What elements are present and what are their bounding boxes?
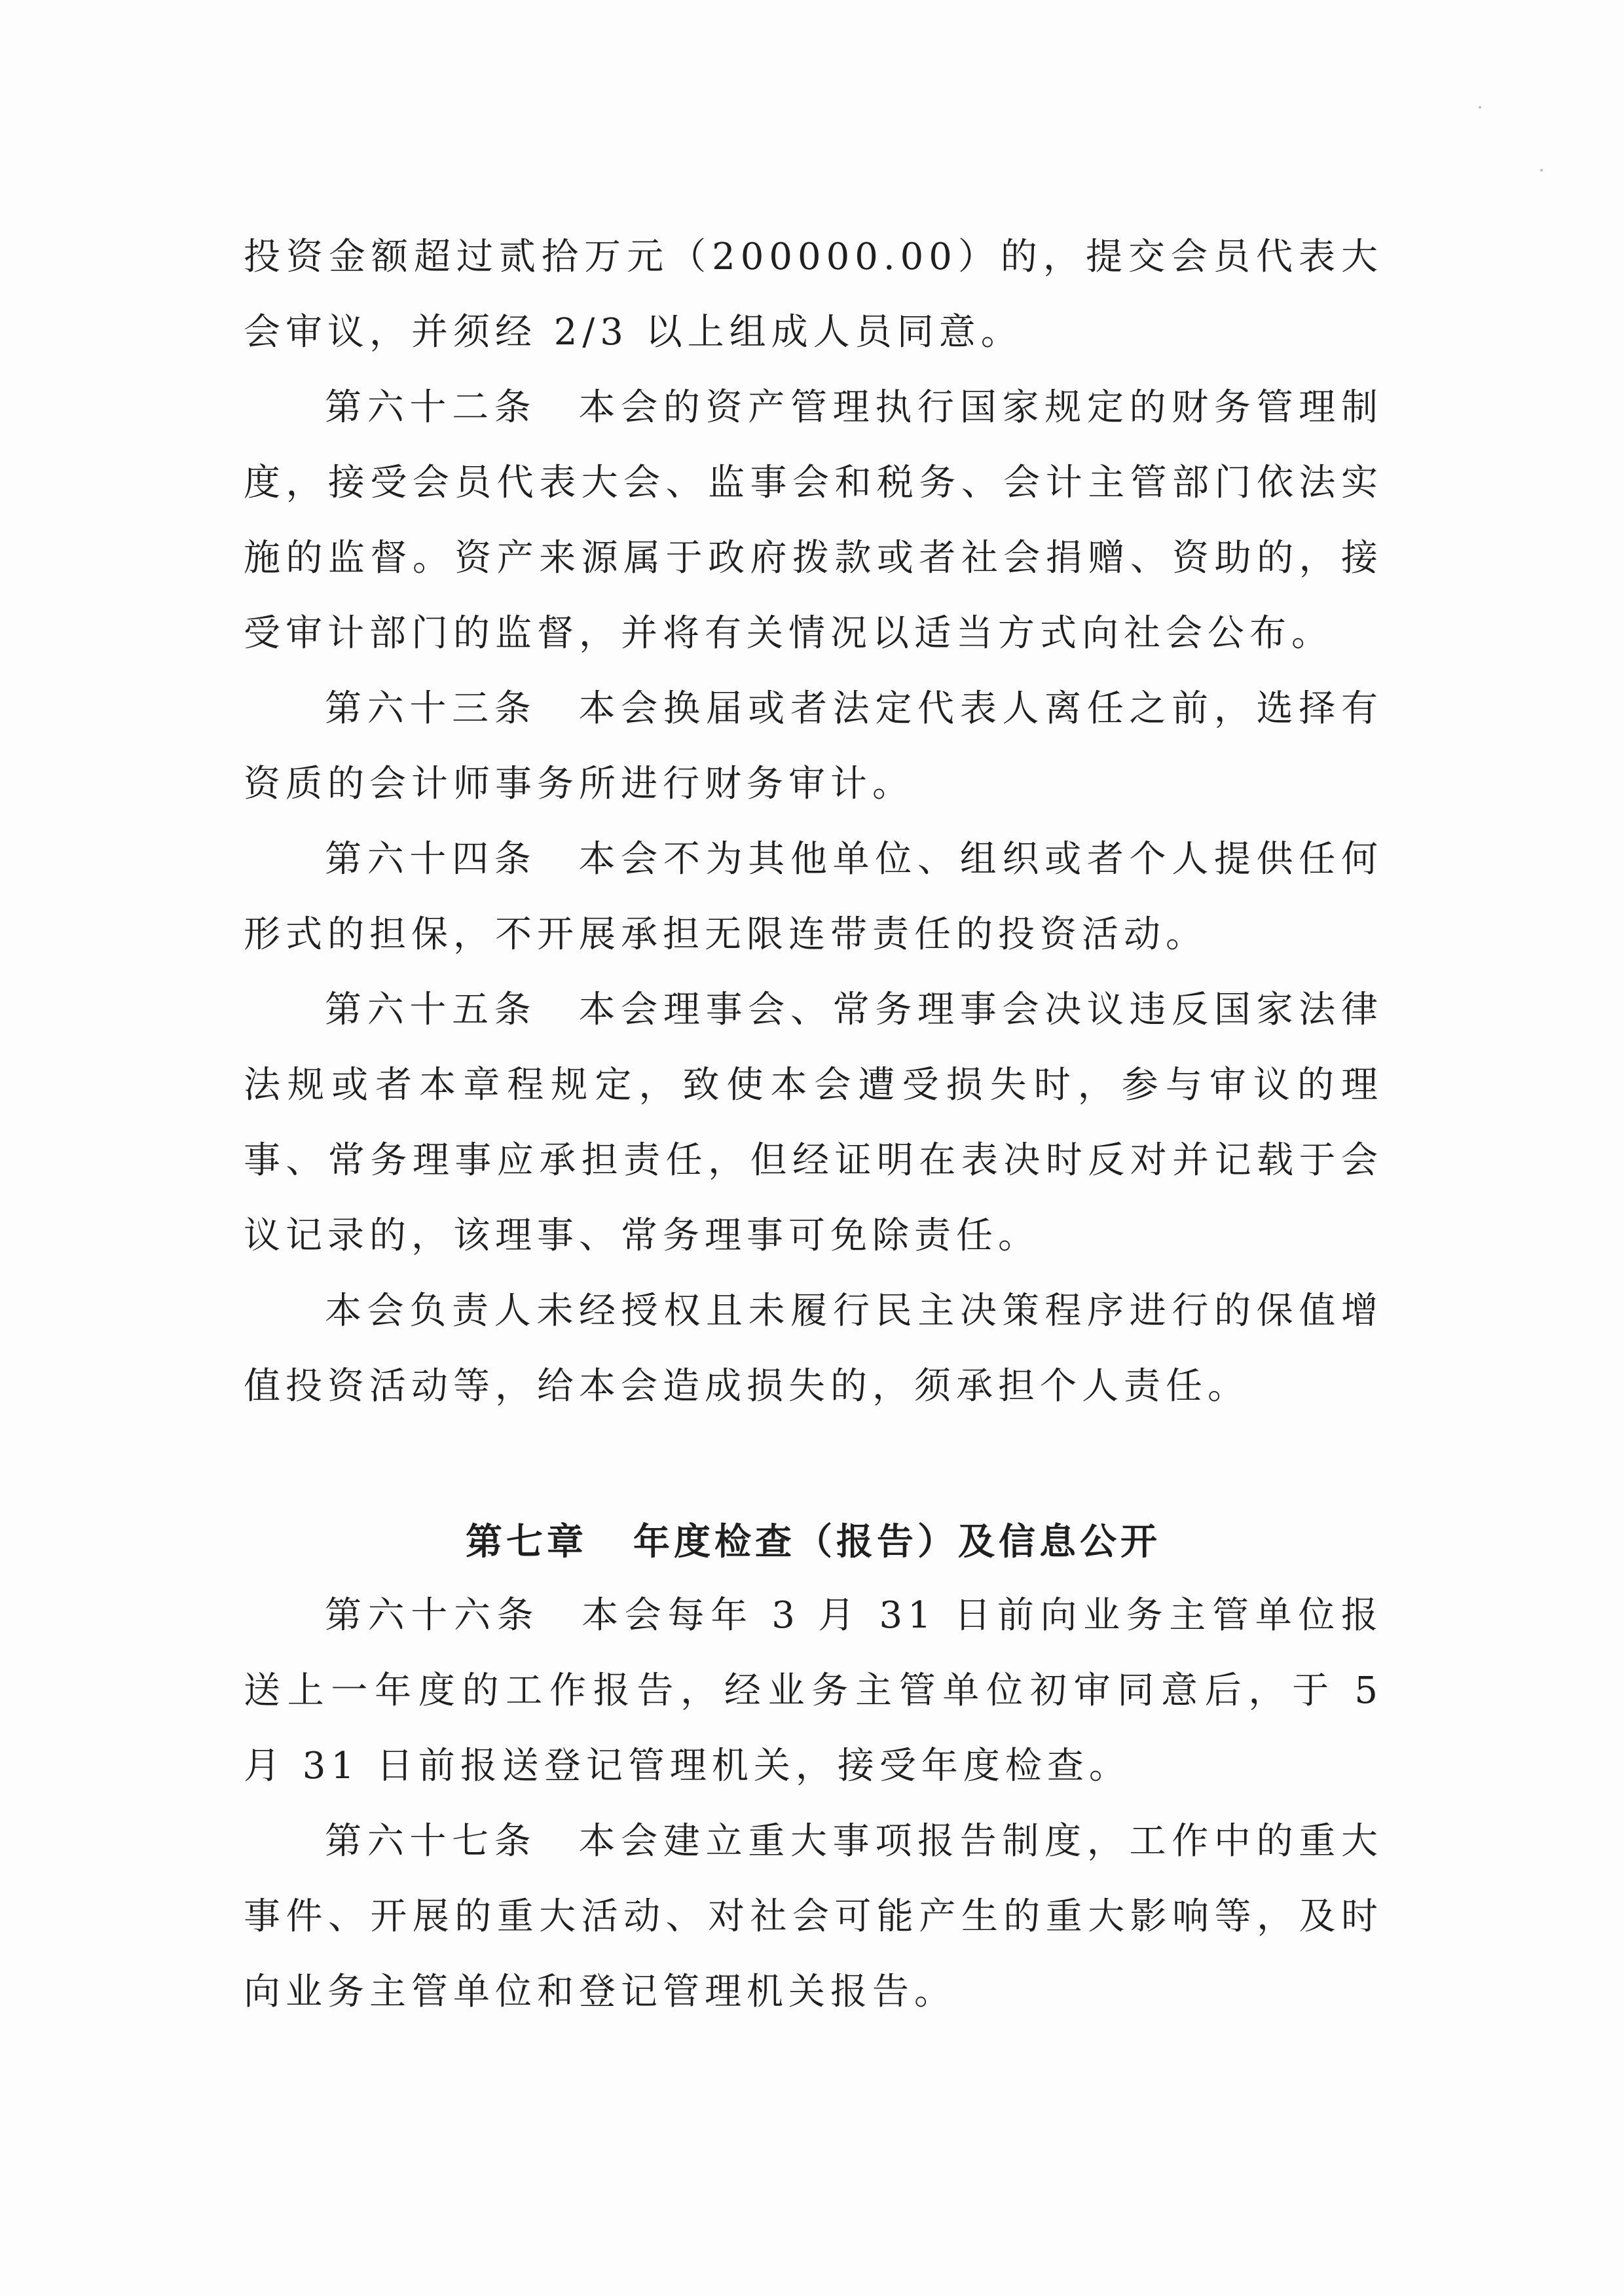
- article-65: [244, 972, 1383, 1273]
- article-text: 本会的资产管理执行国家规定的财务管理制度，接受会员代表大会、监事会和税务、会计主管部门依法实施的监督。资产来源属于政府拨款或者社会捐赠、资助的，接受审计部门的监督，并将有关情况以适当方式向社会公布。: [244, 386, 1384, 655]
- article-64: [244, 822, 1383, 972]
- paragraph-text: 投资金额超过贰拾万元（200000.00）的，提交会员代表大会审议，并须经 2/3 以上组成人员同意。: [244, 236, 1383, 354]
- article-67: [244, 1804, 1383, 2030]
- document-body: [244, 219, 1383, 2030]
- scan-speck: [1540, 169, 1543, 172]
- article-number: 第六十二条: [325, 386, 537, 429]
- chapter-title: 年度检查（报告）及信息公开: [633, 1520, 1161, 1563]
- paragraph-investment-limit: [244, 219, 1383, 370]
- article-62: [244, 370, 1383, 671]
- paragraph-text: 本会负责人未经授权且未履行民主决策程序进行的保值增值投资活动等，给本会造成损失的，须承担个人责任。: [244, 1290, 1383, 1408]
- article-number: 第六十七条: [325, 1820, 537, 1863]
- article-number: 第六十四条: [325, 838, 537, 881]
- chapter-heading: [244, 1506, 1383, 1578]
- paragraph-personal-liability: [244, 1273, 1383, 1424]
- article-number: 第六十六条: [325, 1594, 540, 1637]
- article-text: 本会每年 3 月 31 日前向业务主管单位报送上一年度的工作报告，经业务主管单位初审同意后，于 5 月 31 日前报送登记管理机关，接受年度检查。: [244, 1594, 1384, 1787]
- article-text: 本会建立重大事项报告制度，工作中的重大事件、开展的重大活动、对社会可能产生的重大影响等，及时向业务主管单位和登记管理机关报告。: [244, 1820, 1384, 2013]
- article-66: [244, 1578, 1383, 1804]
- article-text: 本会换届或者法定代表人离任之前，选择有资质的会计师事务所进行财务审计。: [244, 687, 1384, 805]
- article-text: 本会理事会、常务理事会决议违反国家法律法规或者本章程规定，致使本会遭受损失时，参与审议的理事、常务理事应承担责任，但经证明在表决时反对并记载于会议记录的，该理事、常务理事可免除责任。: [244, 989, 1384, 1257]
- article-number: 第六十三条: [325, 687, 537, 730]
- article-number: 第六十五条: [325, 989, 537, 1031]
- article-63: [244, 671, 1383, 822]
- scan-speck: [1479, 106, 1481, 109]
- chapter-number: 第七章: [466, 1520, 587, 1563]
- article-text: 本会不为其他单位、组织或者个人提供任何形式的担保，不开展承担无限连带责任的投资活动。: [244, 838, 1384, 956]
